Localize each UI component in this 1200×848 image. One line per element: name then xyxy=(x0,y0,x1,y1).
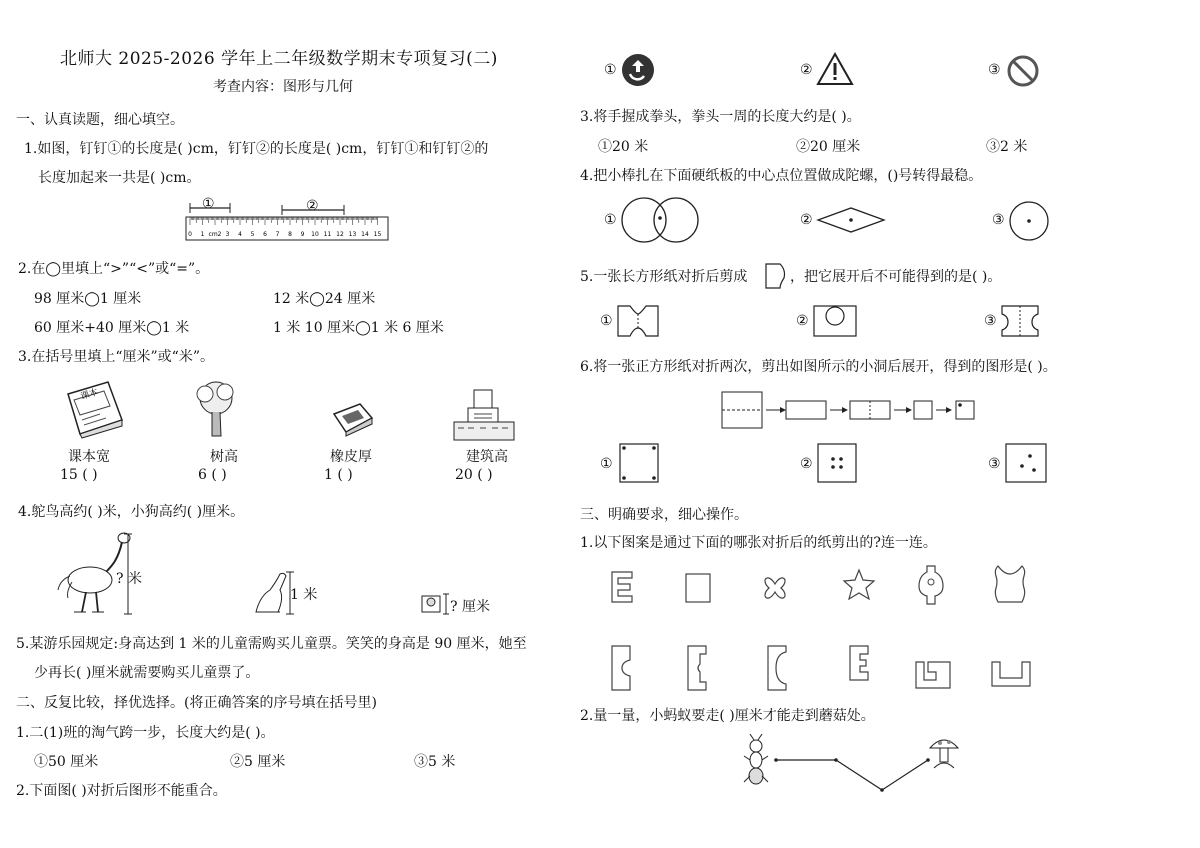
ruler-number: 7 xyxy=(275,231,280,238)
ruler-number: 3 xyxy=(225,231,230,238)
q2-item-c: 60 厘米+40 厘米◯1 米 xyxy=(34,320,190,336)
ant-path-diagram xyxy=(742,734,964,794)
tree-image xyxy=(193,380,239,440)
s2q3-option-2: ②20 厘米 xyxy=(796,139,861,155)
cut-pattern-vest xyxy=(994,564,1026,604)
s2q3-option-3: ③2 米 xyxy=(986,139,1028,155)
s2q3-option-1: ①20 米 xyxy=(598,139,649,155)
ruler-number: cm2 xyxy=(208,231,222,238)
question-2: 2.在◯里填上“>”“<”或“=”。 xyxy=(18,261,210,277)
ruler-number: 5 xyxy=(250,231,255,238)
s2q4-option-2-label: ② xyxy=(800,212,813,228)
ant-image xyxy=(744,734,768,784)
ruler-number: 12 xyxy=(336,231,344,238)
question-3: 3.在括号里填上“厘米”或“米”。 xyxy=(18,349,214,365)
s2-question-2: 2.下面图( )对折后图形不能重合。 xyxy=(16,783,227,799)
warning-triangle-icon xyxy=(816,52,854,86)
q2-item-d: 1 米 10 厘米◯1 米 6 厘米 xyxy=(273,320,444,336)
ruler-number: 8 xyxy=(288,231,292,238)
folded-paper-3 xyxy=(766,644,790,692)
question-1-line1: 1.如图，钉钉①的长度是( )cm，钉钉②的长度是( )cm，钉钉①和钉钉②的 xyxy=(24,141,489,157)
s2-question-3: 3.将手握成拳头，拳头一周的长度大约是( )。 xyxy=(580,109,861,125)
s2q4-option-3-label: ③ xyxy=(992,212,1005,228)
s2q5-option-3-label: ③ xyxy=(984,313,997,329)
unfolded-shape-2 xyxy=(812,302,858,338)
s2q5-option-1-label: ① xyxy=(600,313,613,329)
dog-height-label: ? 厘米 xyxy=(450,599,490,615)
question-5-line1: 5.某游乐园规定:身高达到 1 米的儿童需购买儿童票。笑笑的身高是 90 厘米，她至 xyxy=(16,636,527,652)
folding-sequence-diagram xyxy=(720,390,980,430)
s2q2-option-3-label: ③ xyxy=(988,62,1001,78)
s2q2-option-1-label: ① xyxy=(604,62,617,78)
circle-card xyxy=(1008,200,1050,242)
s2q1-option-3: ③5 米 xyxy=(414,754,456,770)
s2-question-4: 4.把小棒扎在下面硬纸板的中心点位置做成陀螺，()号转得最稳。 xyxy=(580,168,983,184)
ruler-figure xyxy=(184,198,390,244)
folded-paper-4 xyxy=(848,644,872,692)
q3-item-3-name: 橡皮厚 xyxy=(330,449,372,465)
unfolded-square-3 xyxy=(1004,442,1048,484)
unfolded-shape-3 xyxy=(1000,304,1040,338)
s2q2-option-2-label: ② xyxy=(800,62,813,78)
building-image xyxy=(452,386,516,442)
q2-item-a: 98 厘米◯1 厘米 xyxy=(34,291,142,307)
dog-image xyxy=(420,592,454,616)
page-title: 北师大 2025-2026 学年上二年级数学期末专项复习(二) xyxy=(60,49,498,69)
folded-paper-2 xyxy=(686,644,710,692)
recycle-sign-icon xyxy=(620,52,656,88)
ruler-number: 0 xyxy=(188,231,192,238)
eraser-image xyxy=(330,402,374,436)
q3-item-4-name: 建筑高 xyxy=(466,449,508,465)
section-3-heading: 三、明确要求，细心操作。 xyxy=(580,507,748,523)
s2q6-option-3-label: ③ xyxy=(988,456,1001,472)
s3-question-2: 2.量一量，小蚂蚁要走( )厘米才能走到蘑菇处。 xyxy=(580,708,875,724)
cut-pattern-x-flower xyxy=(760,574,790,602)
q3-item-2-name: 树高 xyxy=(210,449,238,465)
ruler-number: 11 xyxy=(323,231,332,238)
folded-paper-5 xyxy=(914,660,954,690)
prohibition-sign-icon xyxy=(1006,54,1040,88)
folded-paper-1 xyxy=(610,644,634,692)
q3-item-1-name: 课本宽 xyxy=(68,449,110,465)
q3-item-2-value: 6 ( ) xyxy=(198,467,227,483)
cut-pattern-square xyxy=(684,572,712,604)
question-1-line2: 长度加起来一共是( )cm。 xyxy=(38,170,201,186)
unfolded-square-1 xyxy=(618,442,660,484)
q3-item-1-value: 15 ( ) xyxy=(60,467,98,483)
ostrich-height-label: ? 米 xyxy=(116,571,142,587)
mushroom-image xyxy=(930,740,958,768)
nail-2-label: ② xyxy=(306,198,319,214)
book-cover-text: 课本 xyxy=(79,387,100,403)
cut-pattern-e xyxy=(610,570,636,604)
s2-question-5-part1: 5.一张长方形纸对折后剪成 xyxy=(580,269,748,285)
ruler-number: 6 xyxy=(263,231,267,238)
rhombus-card xyxy=(816,206,886,234)
dinosaur-height-label: 1 米 xyxy=(290,587,318,603)
s2q1-option-1: ①50 厘米 xyxy=(34,754,99,770)
ruler-number: 9 xyxy=(300,231,305,238)
nail-1-label: ① xyxy=(202,196,215,212)
cut-pattern-vase xyxy=(916,564,946,606)
s2-question-5-part2: ，把它展开后不可能得到的是( )。 xyxy=(790,269,1002,285)
unfolded-square-2 xyxy=(816,442,858,484)
folded-paper-6 xyxy=(990,660,1032,688)
s2q4-option-1-label: ① xyxy=(604,212,617,228)
s2q6-option-1-label: ① xyxy=(600,456,613,472)
s2q1-option-2: ②5 厘米 xyxy=(230,754,286,770)
ruler-number: 4 xyxy=(238,231,242,238)
ruler-number: 13 xyxy=(348,231,357,238)
overlapping-circles-card xyxy=(620,196,700,244)
page-subtitle: 考查内容：图形与几何 xyxy=(213,79,353,95)
section-1-heading: 一、认真读题，细心填空。 xyxy=(16,112,184,128)
question-5-line2: 少再长( )厘米就需要购买儿童票了。 xyxy=(34,665,260,681)
q2-item-b: 12 米◯24 厘米 xyxy=(273,291,376,307)
ruler-number: 10 xyxy=(311,231,319,238)
section-2-heading: 二、反复比较，择优选择。(将正确答案的序号填在括号里) xyxy=(16,695,377,711)
s2-question-6: 6.将一张正方形纸对折两次，剪出如图所示的小洞后展开，得到的图形是( )。 xyxy=(580,359,1057,375)
s2q5-option-2-label: ② xyxy=(796,313,809,329)
ruler-number: 15 xyxy=(373,231,382,238)
ruler-number: 1 xyxy=(200,231,205,238)
s2-question-1: 1.二(1)班的淘气跨一步，长度大约是( )。 xyxy=(16,725,275,741)
unfolded-shape-1 xyxy=(616,304,660,338)
q3-item-4-value: 20 ( ) xyxy=(455,467,493,483)
question-4: 4.鸵鸟高约( )米，小狗高约( )厘米。 xyxy=(18,504,245,520)
ruler-number: 14 xyxy=(361,231,369,238)
folded-cut-paper-image xyxy=(764,262,788,290)
cut-pattern-flower xyxy=(842,568,876,602)
s2q6-option-2-label: ② xyxy=(800,456,813,472)
s3-question-1: 1.以下图案是通过下面的哪张对折后的纸剪出的?连一连。 xyxy=(580,535,937,551)
q3-item-3-value: 1 ( ) xyxy=(324,467,353,483)
